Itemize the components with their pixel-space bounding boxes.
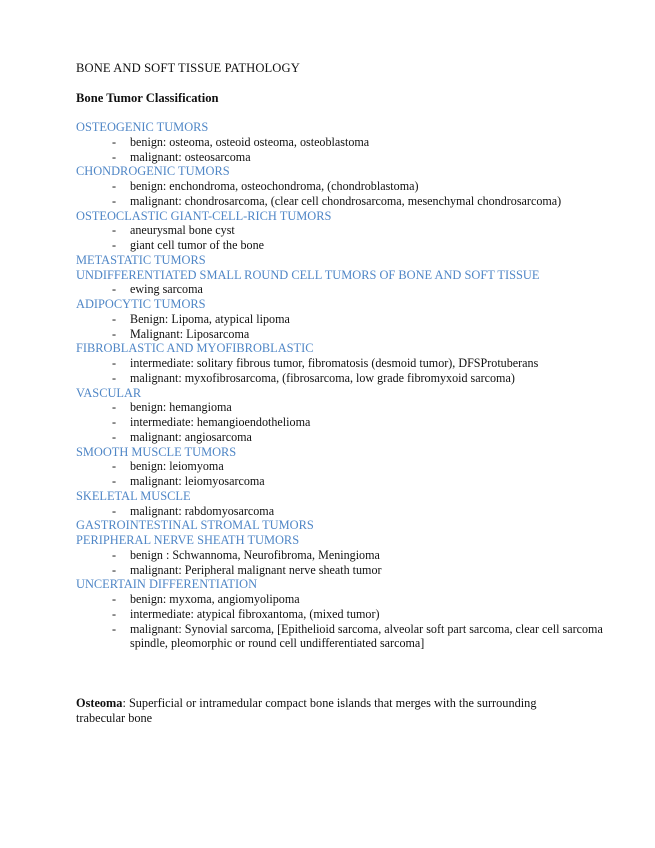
list-item [76,400,635,415]
bullet-dash: - [112,282,117,297]
bullet-dash: - [112,238,117,252]
definition-text: Superficial or intramedular compact bone islands that merges with the surrounding trabecular bone [76,696,537,725]
bullet-dash: - [112,606,117,621]
list-item-text: aneurysmal bone cyst [130,223,235,238]
bullet-dash: - [112,326,117,341]
list-item-text: intermediate: atypical fibroxantoma, (mixed tumor) [130,606,380,621]
list-item-text: benign: osteoma, osteoid osteoma, osteoblastoma [130,134,370,149]
bullet-dash: - [112,415,117,429]
category-heading: PERIPHERAL NERVE SHEATH TUMORS [76,533,300,547]
category-heading: UNDIFFERENTIATED SMALL ROUND CELL TUMORS OF BONE AND SOFT TISSUE [76,267,540,282]
bullet-dash: - [112,459,117,474]
list-item [76,592,635,607]
list-item [76,415,635,430]
list-item-text: benign: hemangioma [130,400,232,415]
bullet-dash: - [112,429,117,444]
category-heading: OSTEOCLASTIC GIANT-CELL-RICH TUMORS [76,208,332,223]
bullet-dash: - [112,223,117,238]
category-heading: FIBROBLASTIC AND MYOFIBROBLASTIC [76,341,314,356]
category-heading: UNCERTAIN DIFFERENTIATION [76,577,258,592]
list-item-text: malignant: leiomyosarcoma [130,474,265,488]
list-item [76,548,635,563]
list-item [76,459,635,474]
list-item [76,622,635,652]
list-item [76,327,635,342]
bullet-dash: - [112,370,117,385]
category-heading: GASTROINTESTINAL STROMAL TUMORS [76,518,314,533]
list-item [76,223,635,238]
category-heading: VASCULAR [76,385,142,400]
category-heading: CHONDROGENIC TUMORS [76,164,230,179]
bullet-dash: - [112,474,117,488]
list-item [76,356,635,371]
list-item [76,474,635,489]
bullet-dash: - [112,193,117,208]
bullet-dash: - [112,179,117,193]
list-item [76,135,635,150]
list-item-text: malignant: chondrosarcoma, (clear cell chondrosarcoma, mesenchymal chondrosarcoma) [130,193,562,208]
list-item [76,179,635,194]
category-heading: ADIPOCYTIC TUMORS [76,297,206,311]
bullet-dash: - [112,547,117,562]
list-item [76,282,635,297]
list-item [76,194,635,209]
classification-list [76,120,636,651]
list-item-text: intermediate: hemangioendothelioma [130,415,311,429]
list-item-text: giant cell tumor of the bone [130,238,264,252]
category-heading: SMOOTH MUSCLE TUMORS [76,444,237,459]
bullet-dash: - [112,621,117,636]
bullet-dash: - [112,503,117,518]
list-item-text: malignant: osteosarcoma [130,149,251,164]
list-item [76,504,635,519]
bullet-dash: - [112,592,117,606]
list-item-text: benign : Schwannoma, Neurofibroma, Meningioma [130,547,380,562]
list-item [76,238,635,253]
list-item-text: benign: leiomyoma [130,459,224,474]
list-item-text: intermediate: solitary fibrous tumor, fibromatosis (desmoid tumor), DFSProtuberans [130,356,539,370]
list-item [76,312,635,327]
bullet-dash: - [112,134,117,149]
document-title: BONE AND SOFT TISSUE PATHOLOGY [76,61,300,75]
list-item-text: malignant: Synovial sarcoma, [Epithelioid sarcoma, alveolar soft part sarcoma, clear cell sarcoma spindle, pleomorphic or round cell undifferentiated sarcoma] [130,621,603,651]
list-item [76,607,635,622]
category-heading: OSTEOGENIC TUMORS [76,120,209,134]
list-item [76,371,635,386]
osteoma-definition [76,696,576,726]
list-item-text: benign: enchondroma, osteochondroma, (chondroblastoma) [130,179,419,193]
category-heading: METASTATIC TUMORS [76,252,206,267]
list-item [76,430,635,445]
bullet-dash: - [112,562,117,577]
section-subtitle: Bone Tumor Classification [76,91,219,105]
list-item [76,150,635,165]
list-item-text: Malignant: Liposarcoma [130,326,250,341]
list-item [76,563,635,578]
bullet-dash: - [112,149,117,164]
list-item-text: benign: myxoma, angiomyolipoma [130,592,300,606]
definition-term: Osteoma [76,696,123,710]
bullet-dash: - [112,356,117,370]
list-item-text: malignant: Peripheral malignant nerve sheath tumor [130,562,382,577]
list-item-text: malignant: angiosarcoma [130,429,252,444]
list-item-text: malignant: rabdomyosarcoma [130,503,275,518]
category-heading: SKELETAL MUSCLE [76,488,191,503]
bullet-dash: - [112,311,117,326]
list-item-text: Benign: Lipoma, atypical lipoma [130,311,290,326]
definition-separator: : [122,696,126,710]
list-item-text: malignant: myxofibrosarcoma, (fibrosarcoma, low grade fibromyxoid sarcoma) [130,370,515,385]
bullet-dash: - [112,400,117,415]
list-item-text: ewing sarcoma [130,282,203,297]
